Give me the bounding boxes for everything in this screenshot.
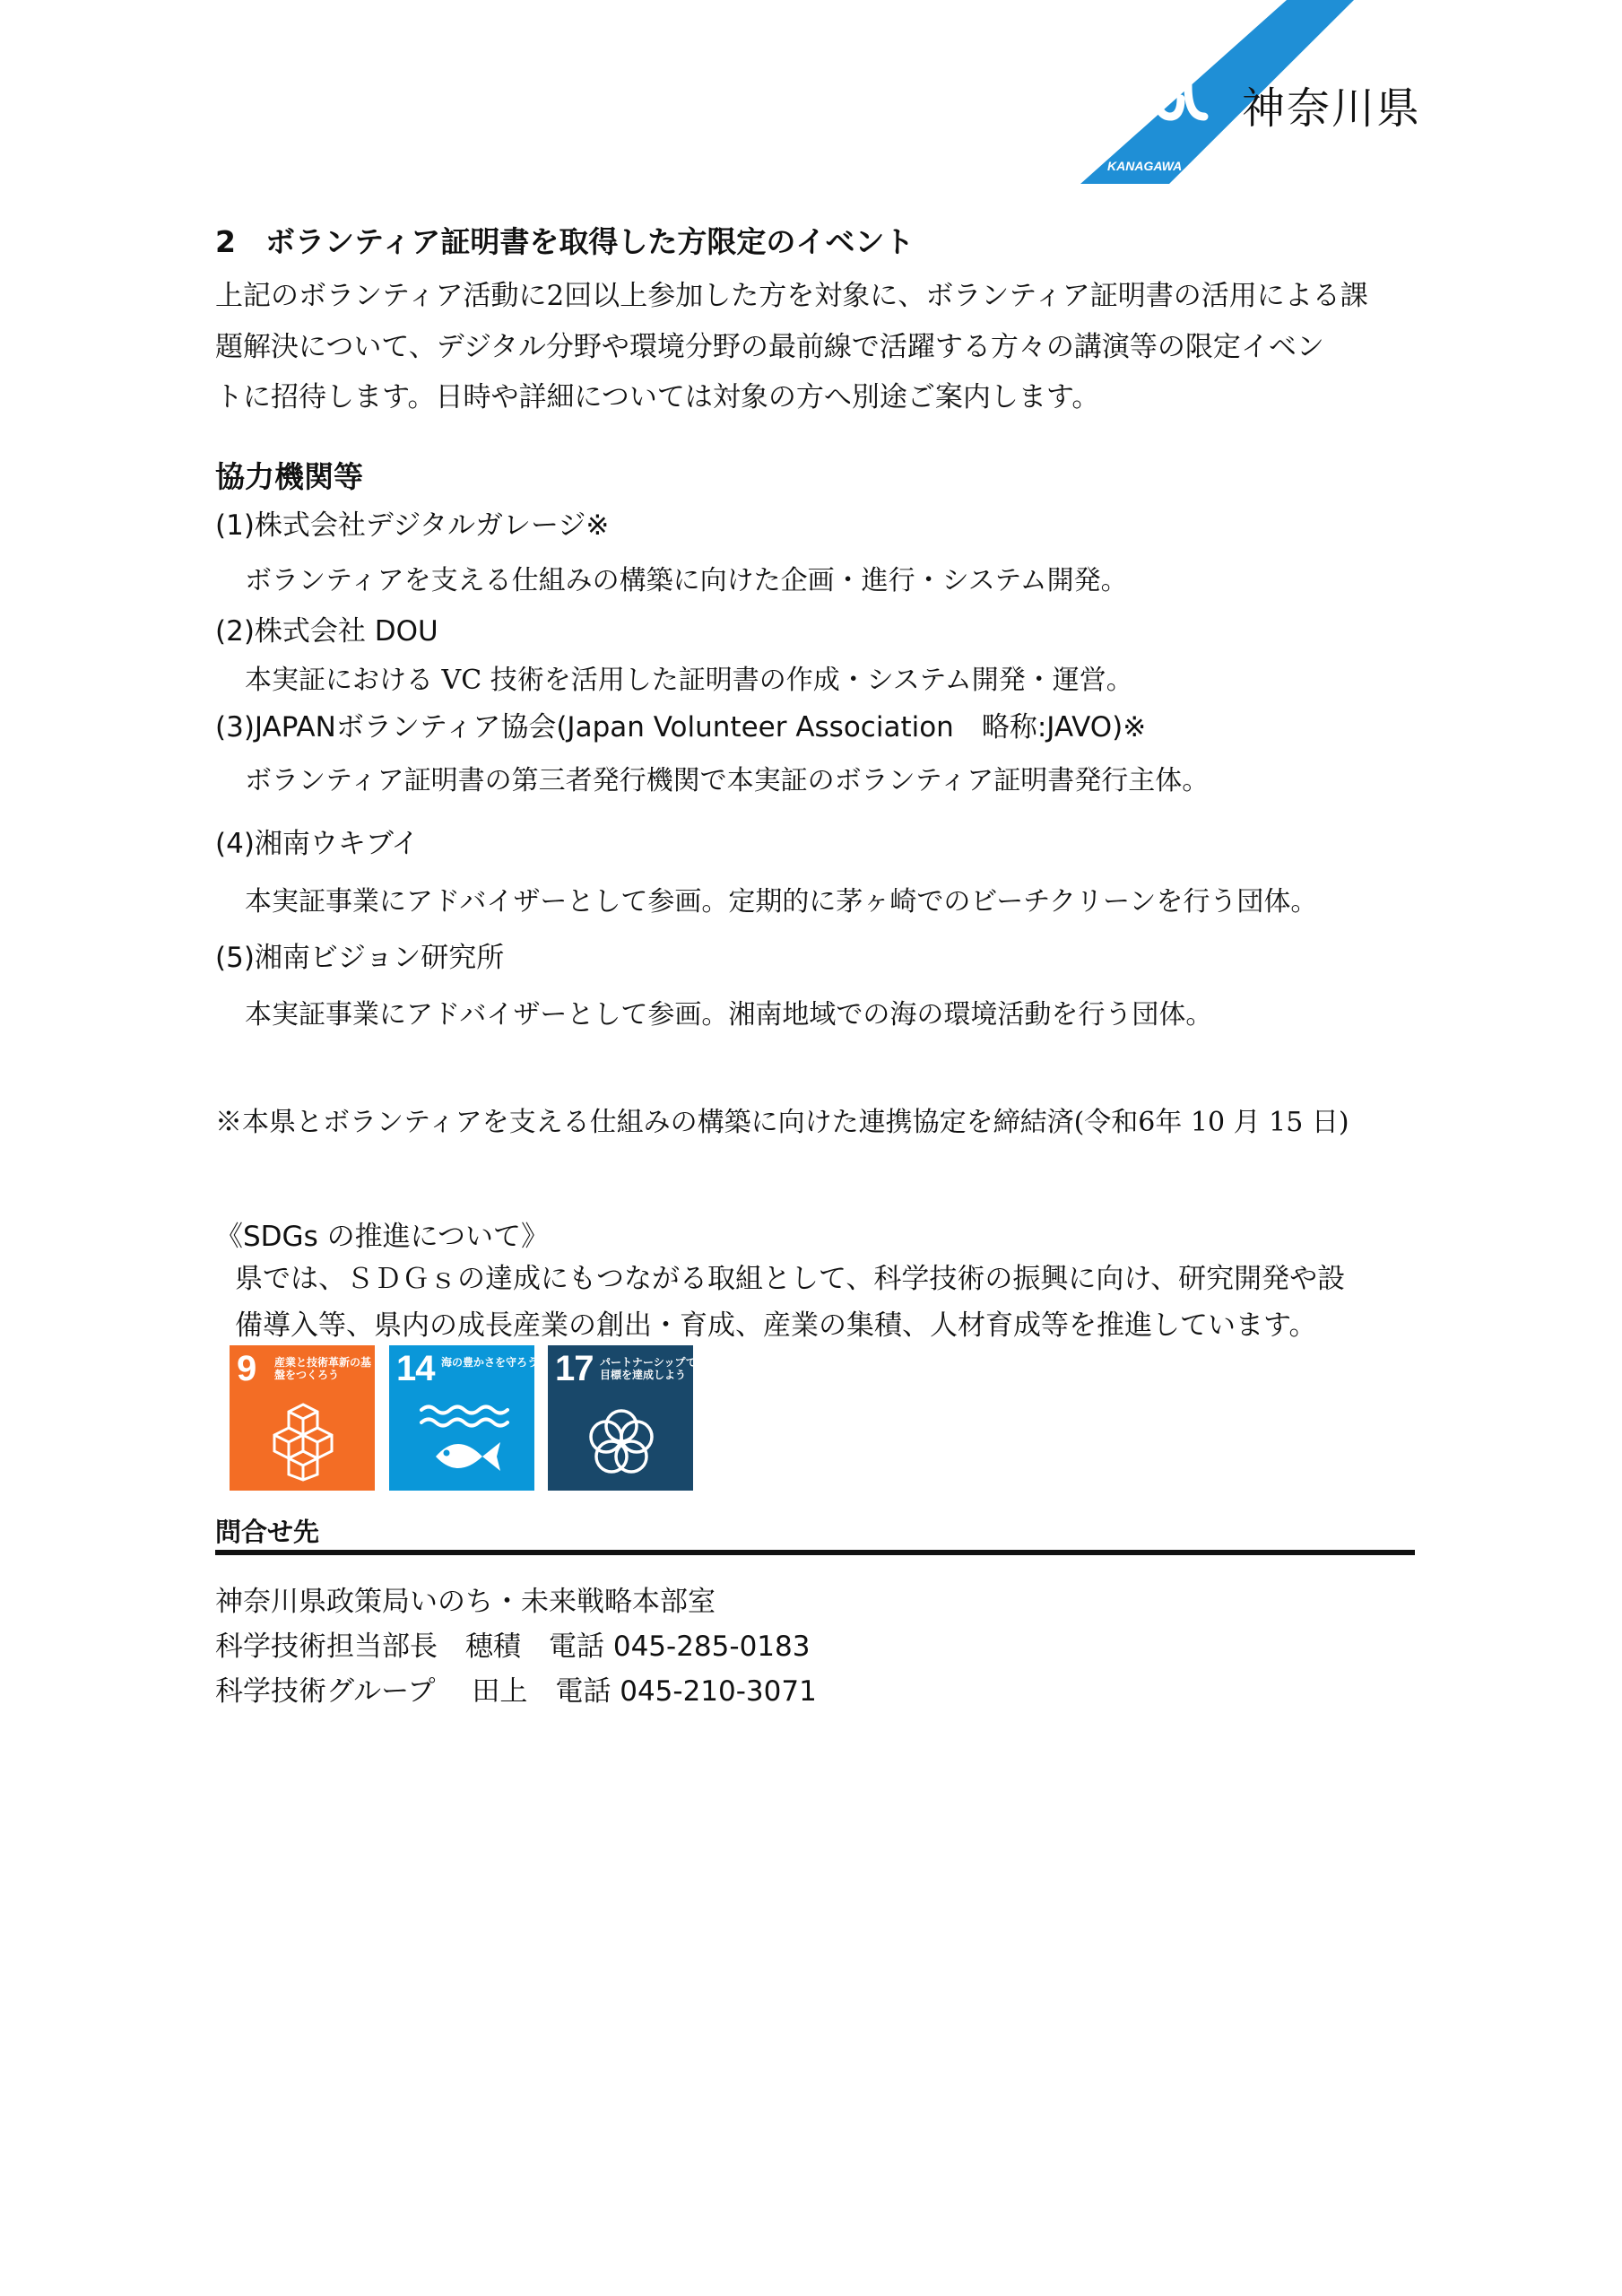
partner-title: (1)株式会社デジタルガレージ※ xyxy=(215,509,610,542)
partner-desc: ボランティアを支える仕組みの構築に向けた企画・進行・システム開発。 xyxy=(245,565,1128,596)
partner-title: (5)湘南ビジョン研究所 xyxy=(215,942,505,974)
section2-heading: 2 ボランティア証明書を取得した方限定のイベント xyxy=(215,224,915,259)
prefecture-name: 神奈川県 xyxy=(1242,83,1422,134)
fish-wave-icon xyxy=(416,1401,509,1483)
contact-line: 科学技術グループ 田上 電話 045-210-3071 xyxy=(215,1675,817,1708)
sdg-number: 14 xyxy=(396,1349,435,1388)
partner-title: (2)株式会社 DOU xyxy=(215,615,438,648)
partner-desc: 本実証事業にアドバイザーとして参画。定期的に茅ヶ崎でのビーチクリーンを行う団体。 xyxy=(245,886,1318,918)
divider xyxy=(215,1550,1415,1555)
cubes-icon xyxy=(262,1401,344,1482)
contact-heading: 問合せ先 xyxy=(215,1517,320,1547)
flower-rings-icon xyxy=(582,1403,661,1482)
sdgs-line: 県では、ＳＤＧｓの達成にもつながる取組として、科学技術の振興に向け、研究開発や設 xyxy=(235,1263,1346,1295)
partners-note: ※本県とボランティアを支える仕組みの構築に向けた連携協定を締結済(令和6年 10 月 15 日) xyxy=(215,1107,1349,1138)
section2-line: 題解決について、デジタル分野や環境分野の最前線で活躍する方々の講演等の限定イベン xyxy=(215,331,1324,363)
partners-heading: 協力機関等 xyxy=(215,459,363,494)
contact-line: 神奈川県政策局いのち・未来戦略本部室 xyxy=(215,1586,716,1618)
section2-line: トに招待します。日時や詳細については対象の方へ別途ご案内します。 xyxy=(215,381,1100,413)
sdg-caption: パートナーシップで目標を達成しよう xyxy=(600,1356,697,1381)
partner-title: (3)JAPANボランティア協会(Japan Volunteer Association 略称:JAVO)※ xyxy=(215,711,1147,744)
logo-caption: KANAGAWA xyxy=(1107,159,1183,173)
sdg-goal-17 xyxy=(548,1345,697,1491)
sdg-goal-9 xyxy=(230,1345,375,1491)
sdg-goal-14 xyxy=(389,1345,539,1491)
partner-desc: 本実証における VC 技術を活用した証明書の作成・システム開発・運営。 xyxy=(245,665,1133,696)
partner-desc: ボランティア証明書の第三者発行機関で本実証のボランティア証明書発行主体。 xyxy=(245,765,1210,796)
partner-desc: 本実証事業にアドバイザーとして参画。湘南地域での海の環境活動を行う団体。 xyxy=(245,999,1213,1031)
sdgs-heading: 《SDGs の推進について》 xyxy=(215,1221,549,1253)
sdg-caption: 産業と技術革新の基盤をつくろう xyxy=(274,1356,372,1381)
sdgs-line: 備導入等、県内の成長産業の創出・育成、産業の集積、人材育成等を推進しています。 xyxy=(235,1309,1317,1342)
sdg-number: 9 xyxy=(237,1349,256,1388)
partner-title: (4)湘南ウキブイ xyxy=(215,828,420,860)
contact-line: 科学技術担当部長 穂積 電話 045-285-0183 xyxy=(215,1631,811,1663)
section2-line: 上記のボランティア活動に2回以上参加した方を対象に、ボランティア証明書の活用による課 xyxy=(215,280,1368,312)
sdg-caption: 海の豊かさを守ろう xyxy=(441,1356,539,1369)
sdg-number: 17 xyxy=(555,1349,594,1388)
